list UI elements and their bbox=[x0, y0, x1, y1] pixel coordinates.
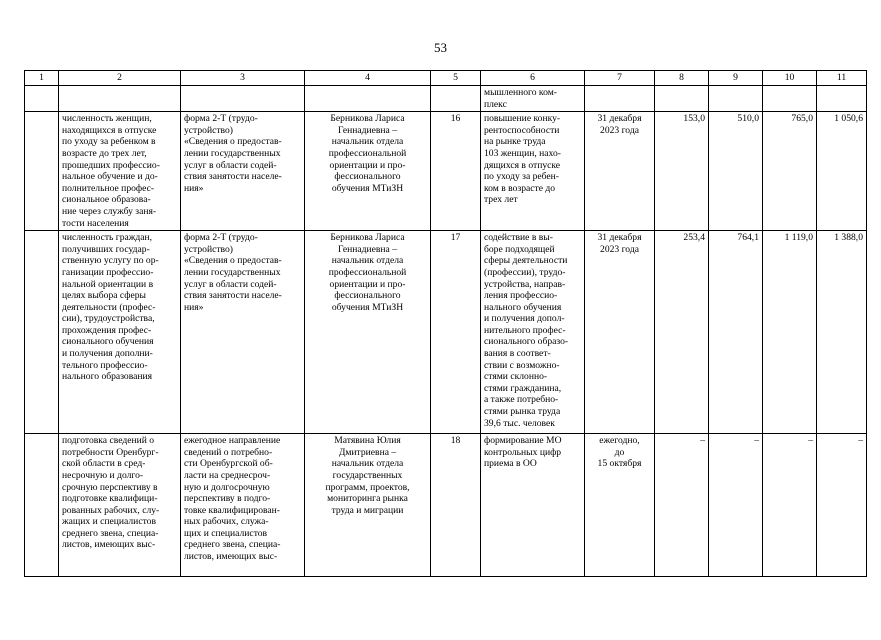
table-row bbox=[25, 434, 867, 577]
result-cell: содействие в вы- боре подходящей сферы деятельности (профессии), трудо- устройства, направ- ления профессио- нального обучения и получения допол- нительного профес- сионального образо- вания в соответ- ствии с возможно- стями склонно- стями гражданина, а также потребно- стями рынка труда 39,6 тыс. человек bbox=[481, 231, 585, 434]
page-number: 53 bbox=[434, 40, 447, 55]
source-cell: форма 2-Т (трудо- устройство) «Сведения о предостав- лении государственных услуг в области содей- ствия занятости населе- ния» bbox=[181, 231, 305, 434]
column-header: 5 bbox=[431, 71, 481, 86]
number-cell: 17 bbox=[431, 231, 481, 434]
index-cell bbox=[25, 231, 59, 434]
result-cell: мышленного ком- плекс bbox=[481, 86, 585, 112]
number-cell: 16 bbox=[431, 112, 481, 231]
value-cell: 764,1 bbox=[709, 231, 763, 434]
responsible-cell: Берникова Лариса Геннадиевна – начальник отдела профессиональной ориентации и про- фессионального обучения МТиЗН bbox=[305, 112, 431, 231]
source-cell: форма 2-Т (трудо- устройство) «Сведения о предостав- лении государственных услуг в области содей- ствия занятости населе- ния» bbox=[181, 112, 305, 231]
indicator-cell: численность граждан, получивших государ- ственную услугу по ор- ганизации профессио- нальной ориентации в целях выбора сферы деятельности (профес- сии), трудоустройства, прохождения профес- сионального обучения и получения дополни- тельного профессио- нального образования bbox=[59, 231, 181, 434]
value-cell: – bbox=[709, 434, 763, 577]
table-row bbox=[25, 112, 867, 231]
plan-table bbox=[24, 70, 867, 577]
column-number-row bbox=[25, 71, 867, 86]
value-cell: – bbox=[817, 434, 867, 577]
number-cell: 18 bbox=[431, 434, 481, 577]
column-header: 8 bbox=[655, 71, 709, 86]
result-cell: формирование МО контрольных цифр приема в ОО bbox=[481, 434, 585, 577]
value-cell: – bbox=[763, 434, 817, 577]
responsible-cell: Берникова Лариса Геннадиевна – начальник отдела профессиональной ориентации и про- фессионального обучения МТиЗН bbox=[305, 231, 431, 434]
column-header: 1 bbox=[25, 71, 59, 86]
value-cell: – bbox=[655, 434, 709, 577]
value-cell: 1 119,0 bbox=[763, 231, 817, 434]
value-cell: 253,4 bbox=[655, 231, 709, 434]
column-header: 2 bbox=[59, 71, 181, 86]
index-cell bbox=[25, 434, 59, 577]
value-cell: 510,0 bbox=[709, 112, 763, 231]
column-header: 11 bbox=[817, 71, 867, 86]
source-cell: ежегодное направление сведений о потребно- сти Оренбургской об- ласти на среднесроч- ную и долгосрочную перспективу в подго- товке квалифицирован- ных рабочих, служа- щих и специалистов среднего звена, специа- листов, имеющих выс- bbox=[181, 434, 305, 577]
column-header: 7 bbox=[585, 71, 655, 86]
deadline-cell: 31 декабря 2023 года bbox=[585, 112, 655, 231]
result-cell: повышение конку- рентоспособности на рынке труда 103 женщин, нахо- дящихся в отпуске по уходу за ребен- ком в возрасте до трех лет bbox=[481, 112, 585, 231]
column-header: 10 bbox=[763, 71, 817, 86]
responsible-cell: Матявина Юлия Дмитриевна – начальник отдела государственных программ, проектов, мониторинга рынка труда и миграции bbox=[305, 434, 431, 577]
column-header: 3 bbox=[181, 71, 305, 86]
continuation-row bbox=[25, 86, 867, 112]
table-row bbox=[25, 231, 867, 434]
value-cell: 765,0 bbox=[763, 112, 817, 231]
indicator-cell: численность женщин, находящихся в отпуске по уходу за ребенком в возрасте до трех лет, прошедших профессио- нальное обучение и до- полнительное профес- сиональное образова- ние через службу заня- тости населения bbox=[59, 112, 181, 231]
deadline-cell: ежегодно, до 15 октября bbox=[585, 434, 655, 577]
indicator-cell: подготовка сведений о потребности Оренбург- ской области в сред- несрочную и долго- срочную перспективу в подготовке квалифици- рованных рабочих, слу- жащих и специалистов среднего звена, специа- листов, имеющих выс- bbox=[59, 434, 181, 577]
value-cell: 1 388,0 bbox=[817, 231, 867, 434]
column-header: 6 bbox=[481, 71, 585, 86]
column-header: 9 bbox=[709, 71, 763, 86]
index-cell bbox=[25, 112, 59, 231]
column-header: 4 bbox=[305, 71, 431, 86]
deadline-cell: 31 декабря 2023 года bbox=[585, 231, 655, 434]
value-cell: 153,0 bbox=[655, 112, 709, 231]
value-cell: 1 050,6 bbox=[817, 112, 867, 231]
